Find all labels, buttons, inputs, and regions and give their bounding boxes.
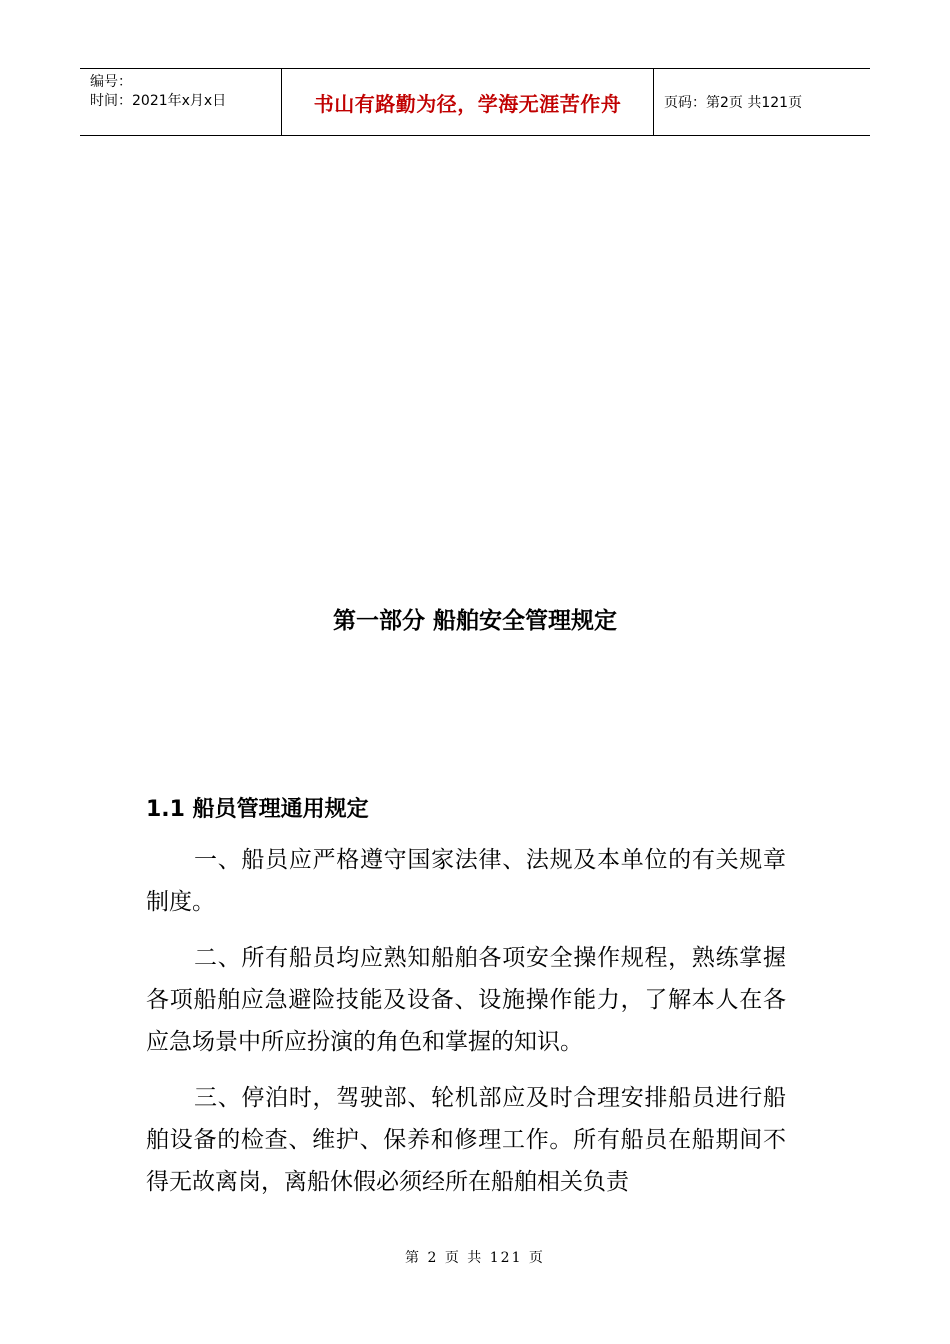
paragraph-2: 二、所有船员均应熟知船舶各项安全操作规程，熟练掌握各项船舶应急避险技能及设备、设施操作能力，了解本人在各应急场景中所应扮演的角色和掌握的知识。 <box>146 945 786 1055</box>
number-label: 编号： <box>90 74 132 90</box>
part-title: 第一部分 船舶安全管理规定 <box>332 608 617 634</box>
paragraph-3: 三、停泊时，驾驶部、轮机部应及时合理安排船员进行船舶设备的检查、维护、保养和修理工作。所有船员在船期间不得无故离岗，离船休假必须经所在船舶相关负责 <box>146 1085 786 1195</box>
header-motto: 书山有路勤为径，学海无涯苦作舟 <box>282 69 654 135</box>
header-meta <box>80 69 282 135</box>
page-header <box>80 68 870 136</box>
section-title: 1.1 船员管理通用规定 <box>146 797 369 822</box>
page-footer: 第 2 页 共 121 页 <box>405 1250 545 1266</box>
time-label: 时间：2021年x月x日 <box>90 93 227 109</box>
paragraph-1: 一、船员应严格遵守国家法律、法规及本单位的有关规章制度。 <box>146 847 786 915</box>
header-page-info: 页码：第2页 共121页 <box>664 95 803 111</box>
